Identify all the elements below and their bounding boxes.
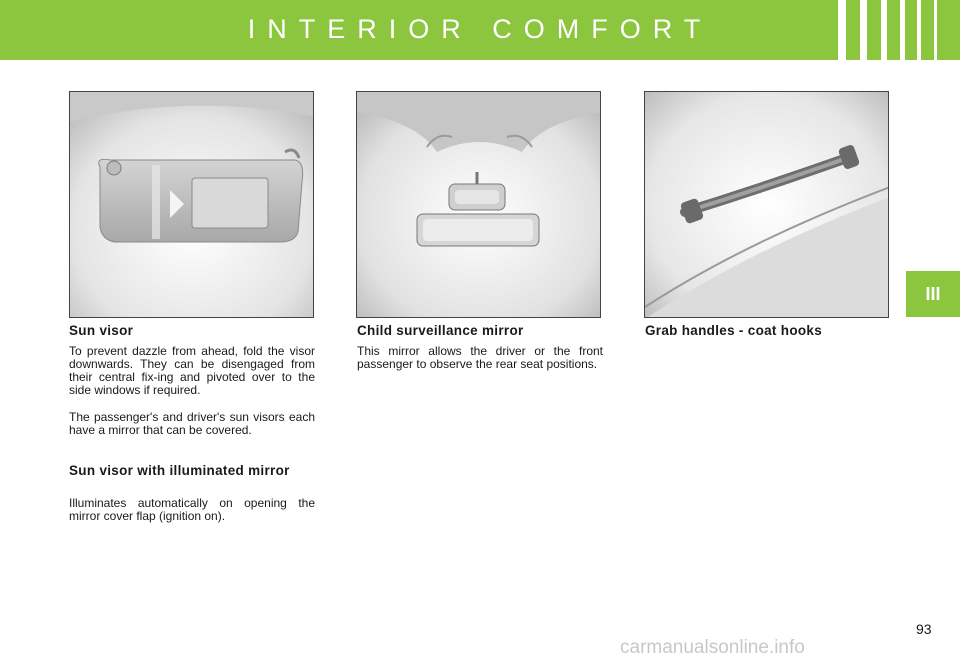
paragraph-child-surveillance-mirror: This mirror allows the driver or the front passenger to observe the rear seat positions. (357, 344, 603, 371)
heading-sun-visor: Sun visor (69, 323, 134, 338)
watermark: carmanualsonline.info (620, 637, 805, 658)
header-band (0, 0, 960, 60)
chapter-tab[interactable]: III (906, 271, 960, 317)
page-number: 93 (916, 621, 932, 637)
child-surveillance-mirror-illustration (356, 91, 601, 318)
paragraph-sun-visor-mirror: The passenger's and driver's sun visors each have a mirror that can be covered. (69, 410, 315, 437)
heading-child-surveillance-mirror: Child surveillance mirror (357, 323, 524, 338)
grab-handle-illustration (644, 91, 889, 318)
paragraph-illuminated-mirror: Illuminates automatically on opening the mirror cover flap (ignition on). (69, 496, 315, 523)
heading-illuminated-mirror: Sun visor with illuminated mirror (69, 463, 290, 478)
page-title: INTERIOR COMFORT (247, 14, 713, 44)
paragraph-sun-visor-usage: To prevent dazzle from ahead, fold the visor downwards. They can be disengaged from their central fix-ing and pivoted over to the side windows if required. (69, 344, 315, 397)
sun-visor-illustration (69, 91, 314, 318)
heading-grab-handles: Grab handles - coat hooks (645, 323, 823, 338)
